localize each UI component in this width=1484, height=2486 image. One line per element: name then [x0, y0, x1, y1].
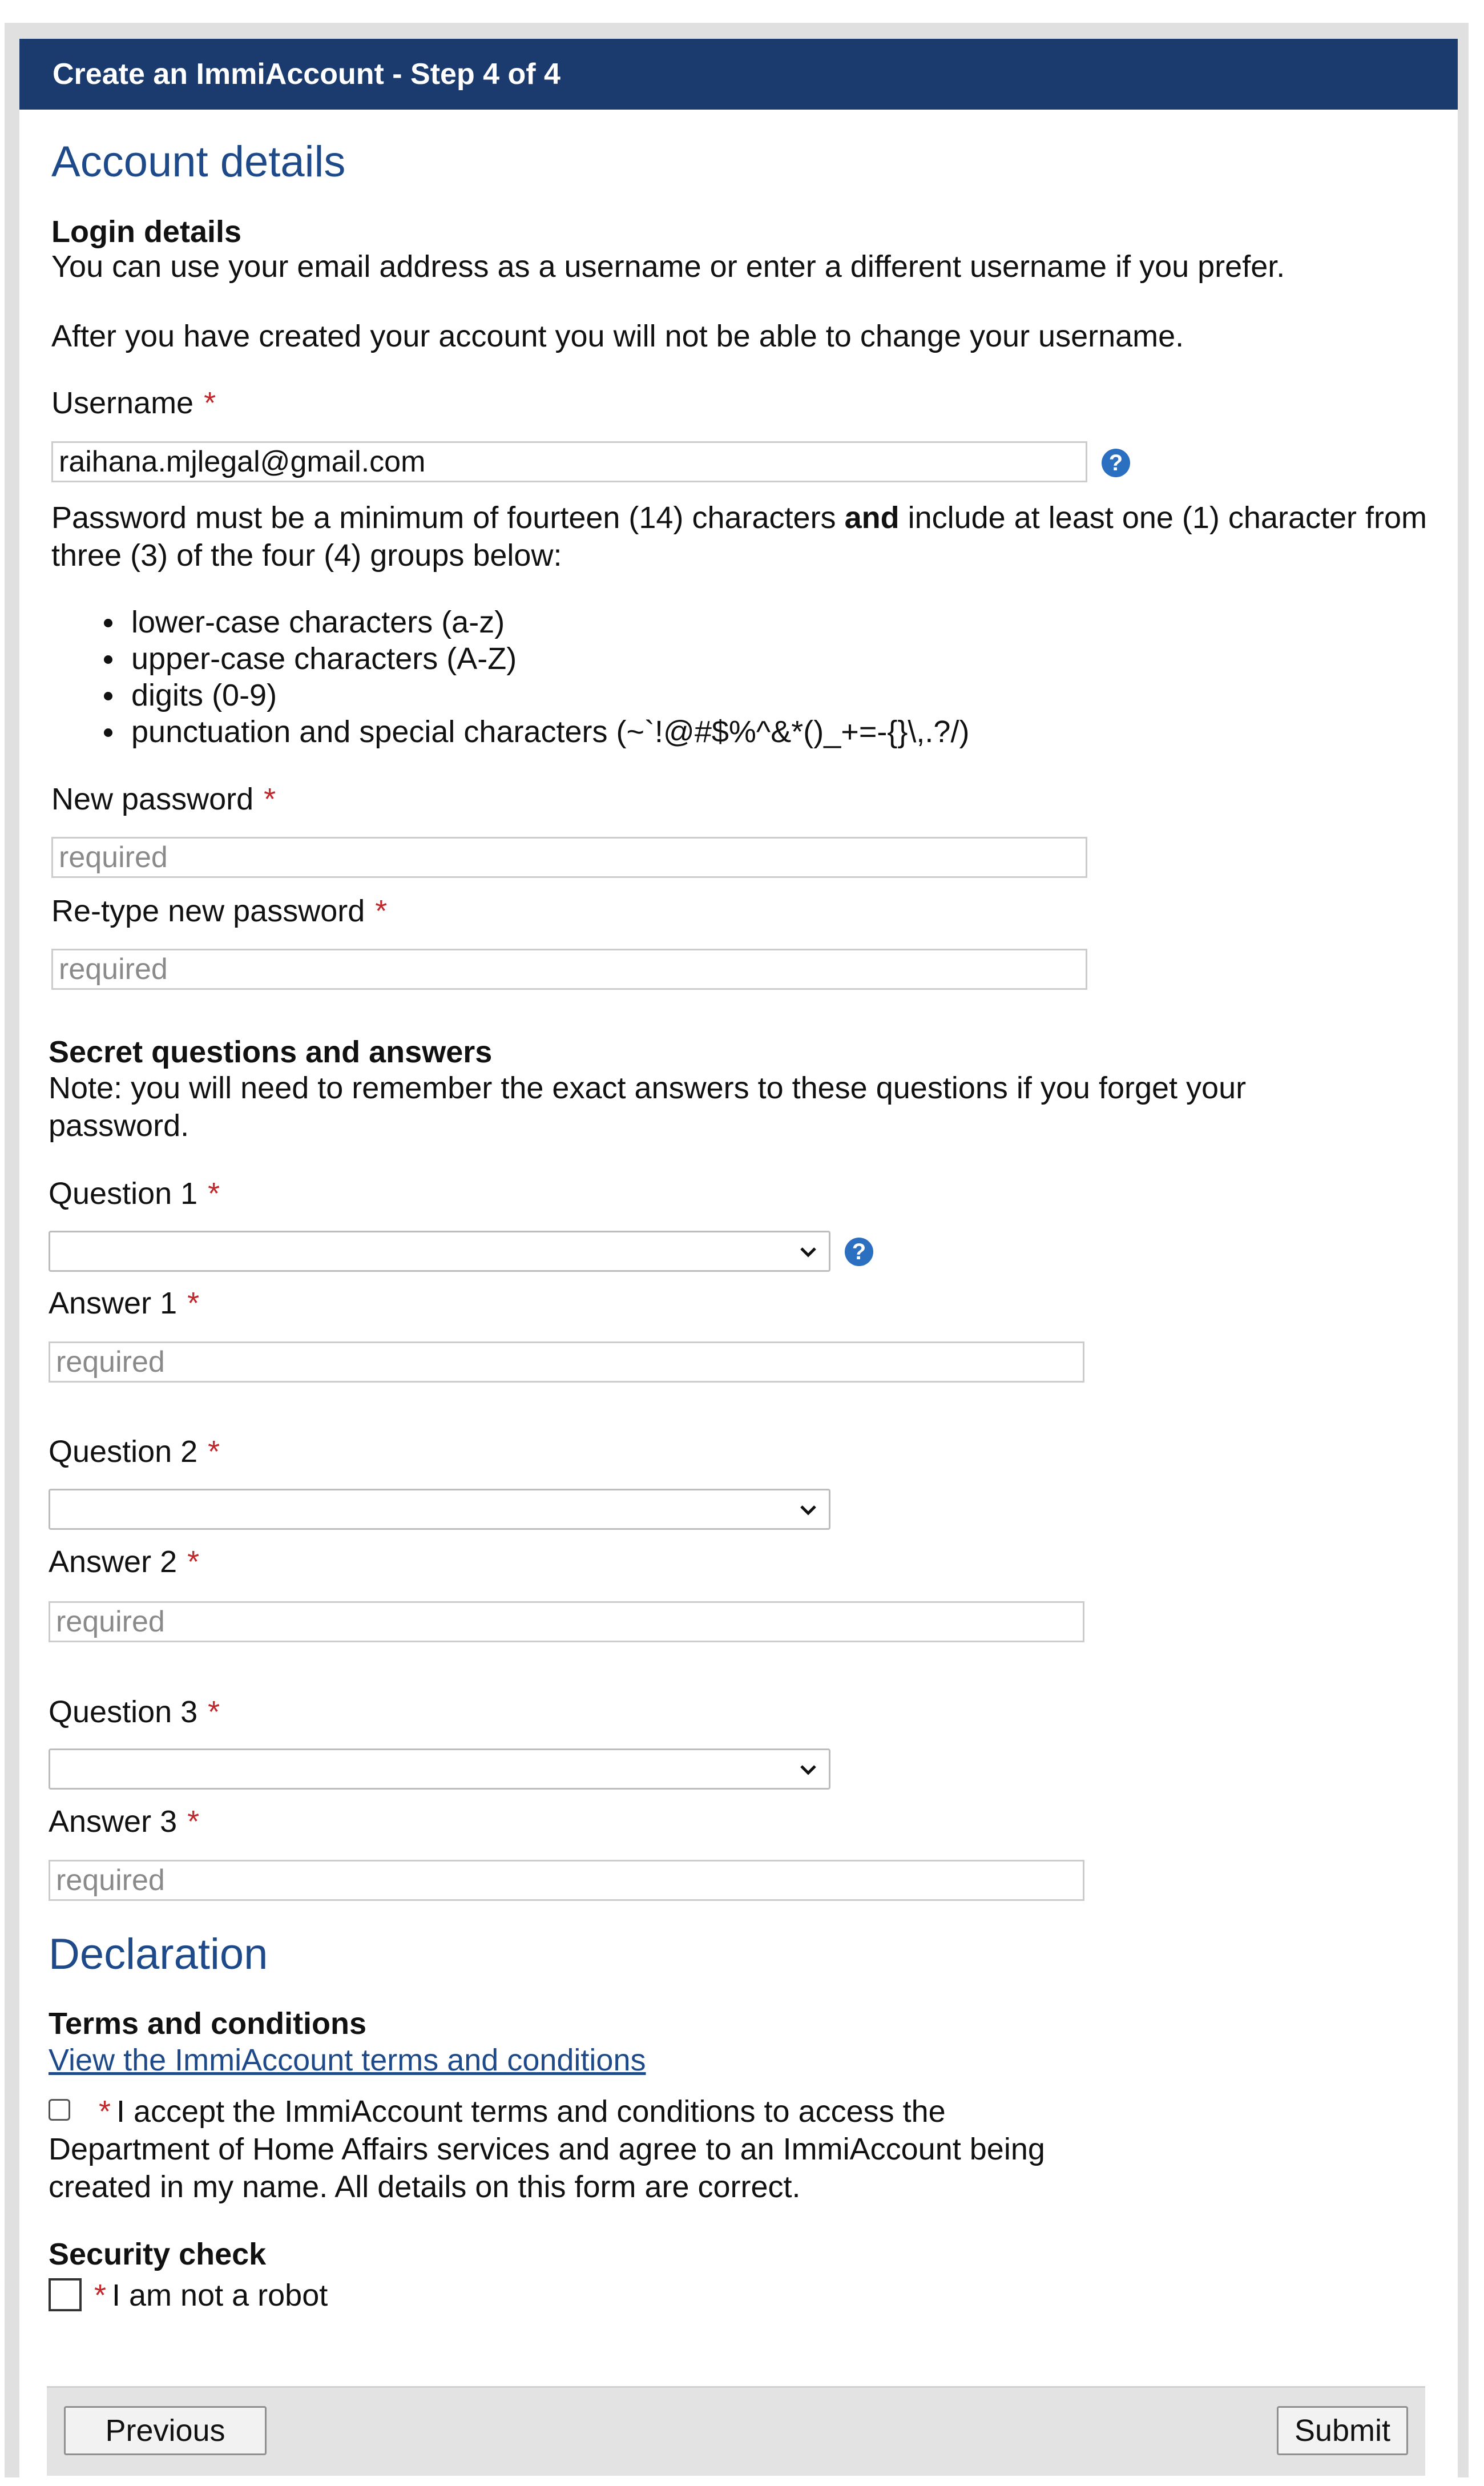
- required-marker: *: [208, 1176, 220, 1211]
- retype-password-label: Re-type new password *: [51, 894, 388, 928]
- question-1-help-icon[interactable]: ?: [845, 1238, 873, 1266]
- retype-password-input[interactable]: [51, 949, 1087, 990]
- required-marker: *: [187, 1804, 200, 1839]
- secret-questions-note: Note: you will need to remember the exact answers to these questions if you forget your password.: [49, 1071, 1247, 1143]
- chevron-down-icon: [797, 1498, 820, 1521]
- required-marker: *: [208, 1695, 220, 1729]
- answer-2-input[interactable]: [49, 1601, 1084, 1642]
- answer-1-label: Answer 1 *: [49, 1286, 200, 1320]
- new-password-label: New password *: [51, 782, 276, 816]
- question-1-select[interactable]: [49, 1231, 830, 1272]
- not-robot-checkbox[interactable]: [49, 2278, 82, 2311]
- declaration-heading: Declaration: [49, 1930, 268, 1979]
- question-2-label: Question 2 *: [49, 1435, 220, 1469]
- question-3-select[interactable]: [49, 1748, 830, 1790]
- list-item: punctuation and special characters (~`!@#$%^&*()_+=-{}\,.?/): [51, 714, 969, 750]
- terms-link[interactable]: View the ImmiAccount terms and conditions: [49, 2043, 646, 2077]
- required-marker: *: [208, 1435, 220, 1469]
- not-robot-label: * I am not a robot: [94, 2278, 328, 2312]
- required-marker: *: [94, 2278, 107, 2312]
- answer-3-label: Answer 3 *: [49, 1804, 200, 1839]
- chevron-down-icon: [797, 1758, 820, 1781]
- new-password-input[interactable]: [51, 837, 1087, 878]
- page-header: [19, 39, 1458, 110]
- security-check-heading: Security check: [49, 2237, 267, 2271]
- chevron-down-icon: [797, 1240, 820, 1263]
- answer-1-input[interactable]: [49, 1341, 1084, 1383]
- required-marker: *: [187, 1545, 200, 1579]
- page-title: Create an ImmiAccount - Step 4 of 4: [53, 58, 560, 91]
- login-note-1: You can use your email address as a username or enter a different username if you prefer.: [51, 249, 1285, 284]
- form-footer: [47, 2386, 1425, 2476]
- list-item: upper-case characters (A-Z): [51, 640, 969, 677]
- account-details-heading: Account details: [51, 138, 346, 186]
- password-groups-list: [51, 604, 969, 750]
- required-marker: *: [264, 782, 276, 816]
- terms-heading: Terms and conditions: [49, 2006, 367, 2041]
- username-help-icon[interactable]: ?: [1102, 449, 1130, 477]
- password-rule-text: Password must be a minimum of fourteen (14) characters and include at least one (1) character from three (3) of the four (4) groups below:: [51, 501, 1427, 573]
- required-marker: *: [375, 894, 388, 928]
- login-details-heading: Login details: [51, 215, 242, 249]
- secret-questions-heading: Secret questions and answers: [49, 1035, 493, 1069]
- answer-2-label: Answer 2 *: [49, 1545, 200, 1579]
- username-input[interactable]: [51, 441, 1087, 482]
- required-marker: *: [99, 2094, 111, 2129]
- question-1-label: Question 1 *: [49, 1176, 220, 1211]
- accept-terms-text: * I accept the ImmiAccount terms and conditions to access the Department of Home Affairs services and agree to an ImmiAccount being created in my name. All details on this form are correct.: [49, 2094, 1045, 2204]
- username-label: Username *: [51, 386, 216, 420]
- previous-button[interactable]: Previous: [64, 2406, 267, 2455]
- submit-button[interactable]: Submit: [1277, 2406, 1408, 2455]
- question-3-label: Question 3 *: [49, 1695, 220, 1729]
- required-marker: *: [204, 386, 216, 420]
- login-note-2: After you have created your account you will not be able to change your username.: [51, 319, 1184, 353]
- list-item: digits (0-9): [51, 677, 969, 714]
- list-item: lower-case characters (a-z): [51, 604, 969, 640]
- answer-3-input[interactable]: [49, 1860, 1084, 1901]
- question-2-select[interactable]: [49, 1489, 830, 1530]
- required-marker: *: [187, 1286, 200, 1320]
